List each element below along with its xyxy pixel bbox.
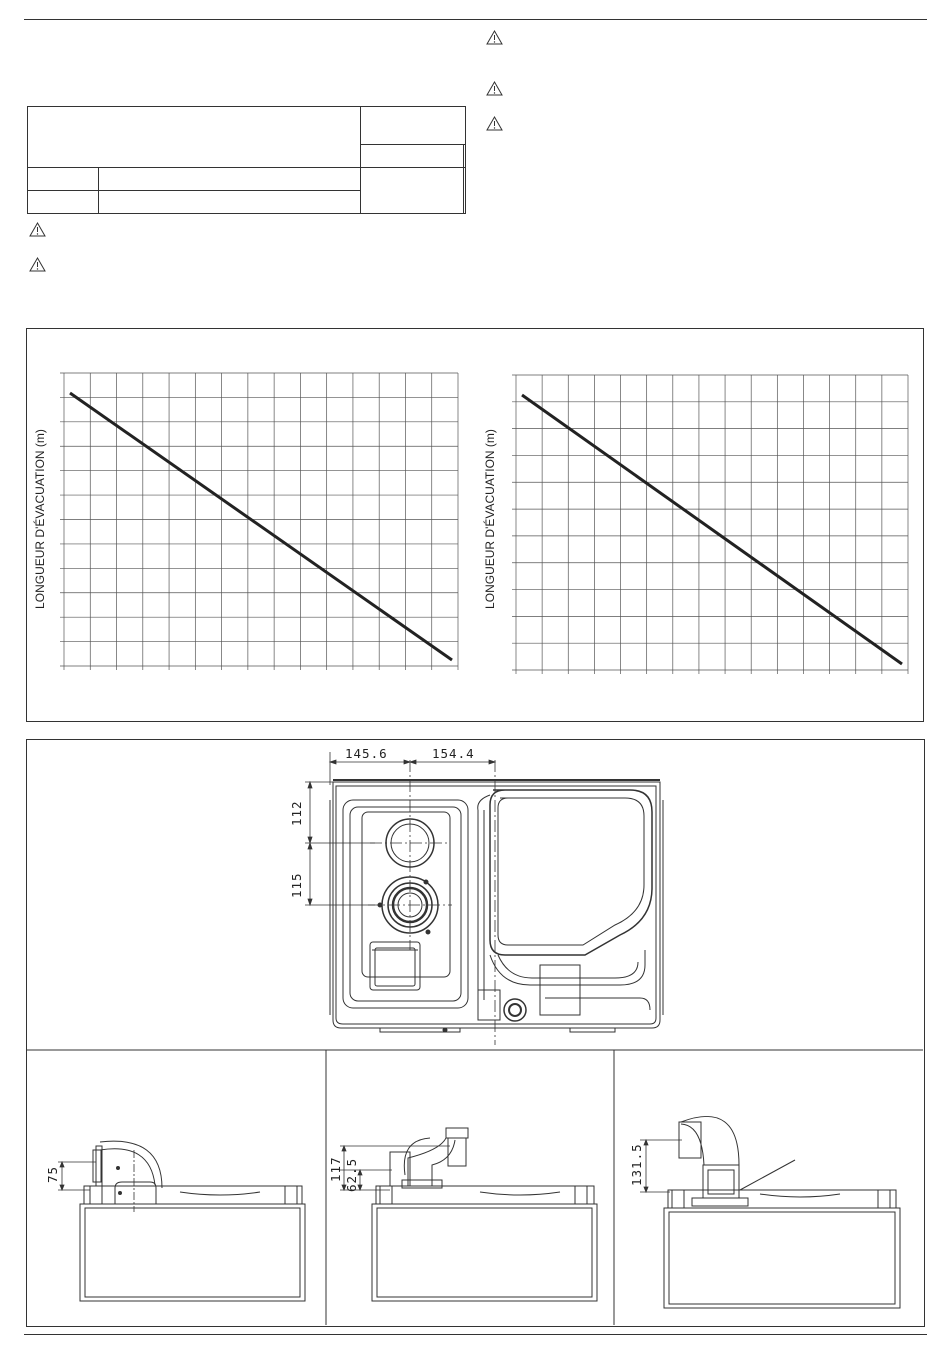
side-view-2	[372, 1128, 597, 1301]
dimension-side-lower: 115	[289, 872, 304, 898]
dimension-view3-height: 131.5	[629, 1143, 644, 1186]
dimension-top-right: 154.4	[432, 746, 475, 761]
boiler-top-view	[330, 780, 663, 1032]
dimension-view2-height-b: 62.5	[344, 1157, 359, 1192]
dimension-view1-height: 75	[45, 1165, 60, 1183]
side-view-1	[80, 1141, 305, 1301]
left-chart-ylabel: LONGUEUR D'ÉVACUATION (m)	[33, 429, 47, 609]
bottom-rule	[24, 1334, 927, 1335]
dimension-side-upper: 112	[289, 800, 304, 826]
right-chart-ylabel: LONGUEUR D'ÉVACUATION (m)	[483, 429, 497, 609]
dimension-top-left: 145.6	[345, 746, 388, 761]
dimension-view2-height-a: 117	[328, 1156, 343, 1182]
side-view-3	[664, 1116, 900, 1308]
